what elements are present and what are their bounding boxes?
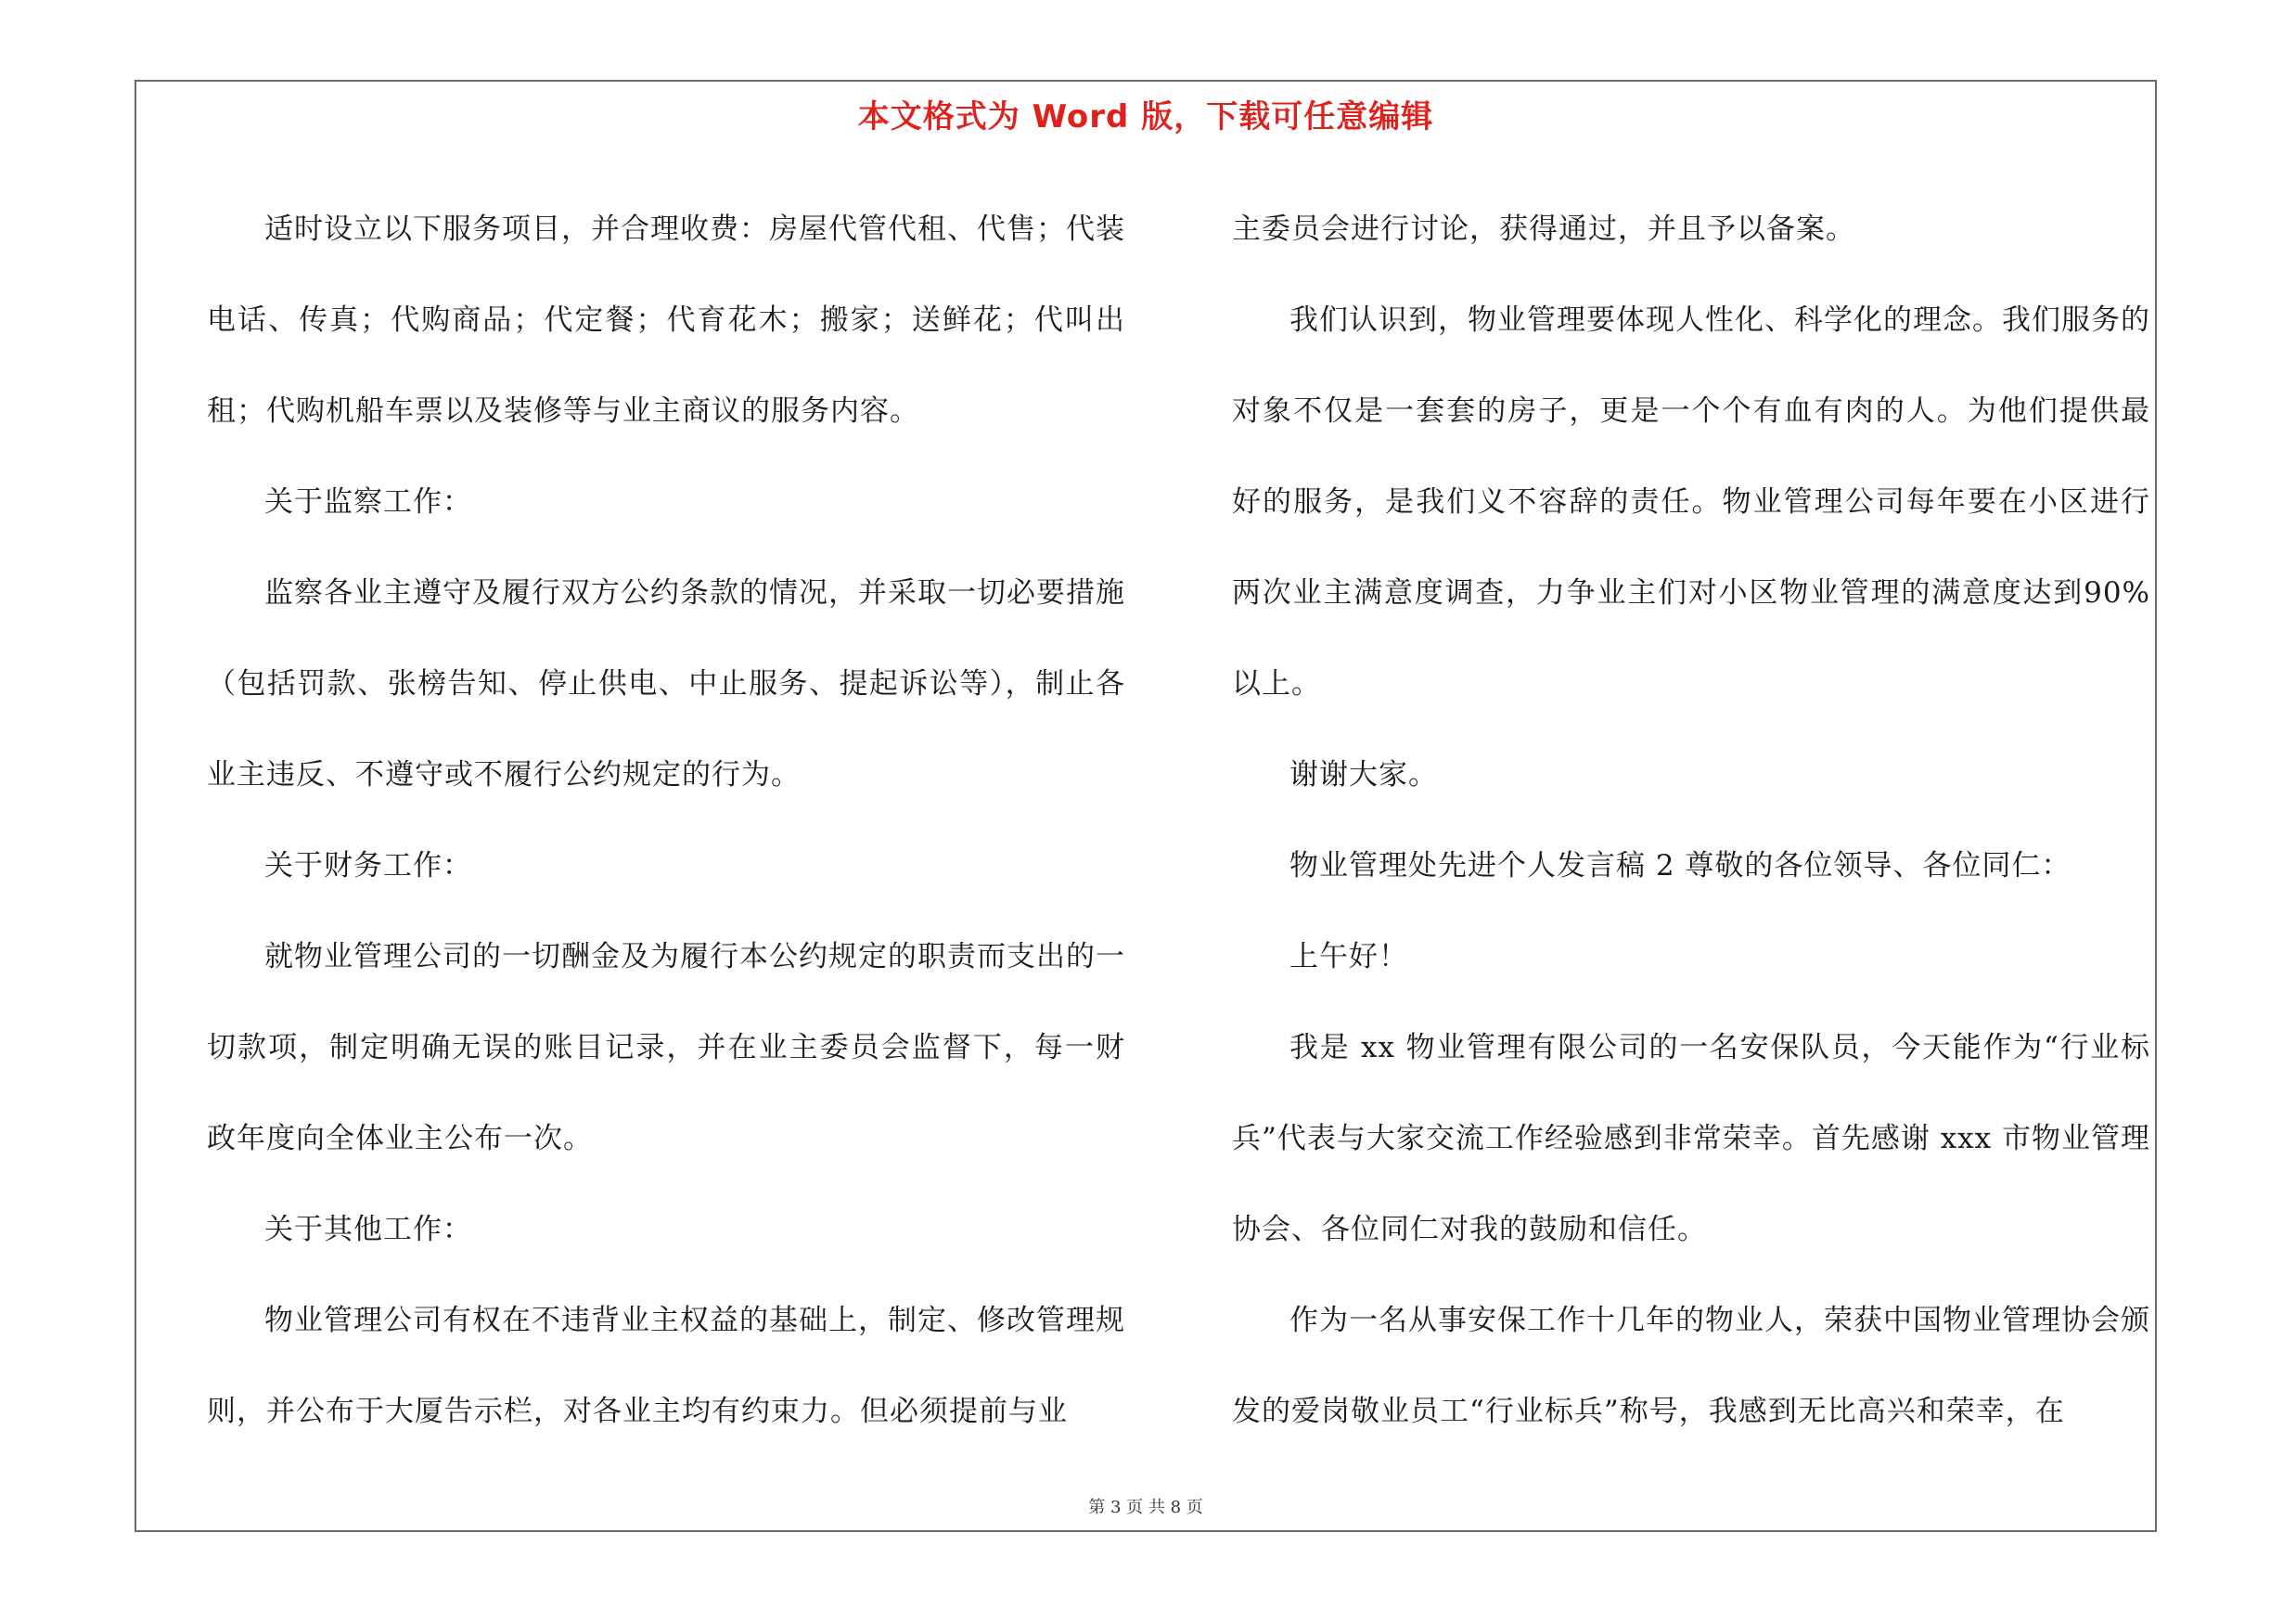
section-heading: 关于财务工作： <box>264 849 472 882</box>
right-column <box>1232 184 2150 1457</box>
paragraph: 物业管理公司有权在不违背业主权益的基础上，制定、修改管理规则，并公布于大厦告示栏，对各业主均有约束力。但必须提前与业 <box>207 1304 1125 1428</box>
paragraph: 我们认识到，物业管理要体现人性化、科学化的理念。我们服务的对象不仅是一套套的房子，更是一个个有血有肉的人。为他们提供最好的服务，是我们义不容辞的责任。物业管理公司每年要在小区进行两次业主满意度调查，力争业主们对小区物业管理的满意度达到90%以上。 <box>1232 303 2150 701</box>
paragraph: 我是 xx 物业管理有限公司的一名安保队员，今天能作为“行业标兵”代表与大家交流工作经验感到非常荣幸。首先感谢 xxx 市物业管理协会、各位同仁对我的鼓励和信任。 <box>1232 1031 2151 1246</box>
format-banner: 本文格式为 Word 版，下载可任意编辑 <box>857 98 1434 135</box>
paragraph: 作为一名从事安保工作十几年的物业人，荣获中国物业管理协会颁发的爱岗敬业员工“行业标兵”称号，我感到无比高兴和荣幸，在 <box>1232 1304 2150 1428</box>
page-frame <box>135 80 2157 1532</box>
paragraph: 上午好！ <box>1289 940 1408 973</box>
paragraph: 物业管理处先进个人发言稿 2 尊敬的各位领导、各位同仁： <box>1289 849 2072 882</box>
paragraph: 适时设立以下服务项目，并合理收费：房屋代管代租、代售；代装电话、传真；代购商品；代定餐；代育花木；搬家；送鲜花；代叫出租；代购机船车票以及装修等与业主商议的服务内容。 <box>207 213 1125 428</box>
paragraph: 监察各业主遵守及履行双方公约条款的情况，并采取一切必要措施（包括罚款、张榜告知、停止供电、中止服务、提起诉讼等），制止各业主违反、不遵守或不履行公约规定的行为。 <box>207 576 1125 792</box>
section-heading: 关于监察工作： <box>264 485 472 519</box>
paragraph-continuation: 主委员会进行讨论，获得通过，并且予以备案。 <box>1232 213 1855 246</box>
section-heading: 关于其他工作： <box>264 1213 472 1246</box>
left-column <box>207 184 1125 1457</box>
paragraph: 就物业管理公司的一切酬金及为履行本公约规定的职责而支出的一切款项，制定明确无误的账目记录，并在业主委员会监督下，每一财政年度向全体业主公布一次。 <box>207 940 1125 1155</box>
paragraph: 谢谢大家。 <box>1289 758 1438 792</box>
page-number: 第 3 页 共 8 页 <box>1088 1498 1203 1517</box>
